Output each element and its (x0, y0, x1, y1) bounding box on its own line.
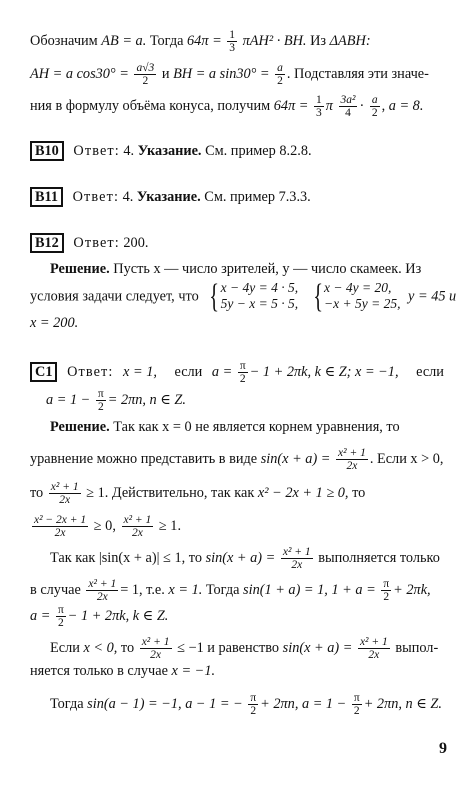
fraction: $\frac{a}{2}$ (277, 62, 283, 87)
text-line: a = 1 − $\frac{\pi}{2}$ = 2πn, n ∈ Z. (46, 388, 186, 413)
fraction: $\frac{\text{x² + 1}}{2x}$ (123, 514, 152, 539)
fraction: $\frac{1}{3}$ (316, 94, 322, 119)
problem-tag: C1 (30, 362, 57, 382)
text-line: AH = a cos30° = $\frac{a√3}{2}$ и BH = a sin30° = $\frac{a}{2}$ . Подставляя эти значе- (30, 62, 429, 87)
text-line: уравнение можно представить в виде sin(x + a) = $\frac{\text{x² + 1}}{2x}$ . Если x > 0, (30, 447, 444, 472)
equation-system: { x − 4y = 20, −x + 5y = 25, (312, 278, 401, 315)
fraction: $\frac{\text{3a²}}{4}$ (340, 94, 356, 119)
text-line: Решение. Так как x = 0 не является корнем уравнения, то (50, 419, 400, 435)
fraction: $\frac{\pi}{2}$ (383, 578, 390, 603)
fraction: $\frac{a√3}{2}$ (136, 62, 155, 87)
text-line: Тогда sin(a − 1) = −1, a − 1 = − $\frac{\pi}{2}$ + 2πn, a = 1 − $\frac{\pi}{2}$ + 2πn, n ∈ Z. (50, 692, 442, 717)
text-line: то $\frac{\text{x² + 1}}{2x}$ ≥ 1. Действительно, так как x² − 2x + 1 ≥ 0, то (30, 481, 366, 506)
text-line: Обозначим AB = a. Тогда 64π = $\frac{1}{3}$ πAH² · BH. Из ΔABH: (30, 29, 371, 54)
fraction: $\frac{\pi}{2}$ (250, 692, 257, 717)
text-line: условия задачи следует, что { x − 4y = 4 · 5, 5y − x = 5 · 5, { x − 4y = 20, −x + 5y = 25, y = 45 и (30, 278, 457, 315)
problem-tag: B10 (30, 141, 64, 161)
fraction: $\frac{\pi}{2}$ (57, 604, 64, 629)
equation-system: { x − 4y = 4 · 5, 5y − x = 5 · 5, (209, 278, 299, 315)
page-number: 9 (439, 740, 447, 757)
problem-tag: B12 (30, 233, 64, 253)
fraction: $\frac{\pi}{2}$ (97, 388, 104, 413)
text-line: няется только в случае x = −1. (30, 663, 216, 679)
problem-tag: B11 (30, 187, 63, 207)
text-line: $\frac{\text{x² − 2x + 1}}{2x}$ ≥ 0, $\frac{\text{x² + 1}}{2x}$ ≥ 1. (34, 514, 182, 539)
fraction: $\frac{\text{x² + 1}}{2x}$ (88, 578, 117, 603)
fraction: $\frac{\text{x² + 1}}{2x}$ (282, 546, 311, 571)
fraction: $\frac{\pi}{2}$ (239, 360, 246, 385)
text-line: a = $\frac{\pi}{2}$ − 1 + 2πk, k ∈ Z. (30, 604, 169, 629)
text-line: Так как |sin(x + a)| ≤ 1, то sin(x + a) = $\frac{\text{x² + 1}}{2x}$ выполняется только (50, 546, 440, 571)
fraction: $\frac{\text{x² − 2x + 1}}{2x}$ (34, 514, 87, 539)
fraction: $\frac{1}{3}$ (229, 29, 236, 54)
fraction: $\frac{\text{x² + 1}}{2x}$ (141, 636, 170, 661)
answer-b10: B10 Ответ: 4. Указание. См. пример 8.2.8. (30, 141, 453, 161)
text-line: ния в формулу объёма конуса, получим 64π = $\frac{1}{3}$ π $\frac{\text{3a²}}{4}$ · $\frac{a}{2}$ , a = 8. (30, 94, 424, 119)
fraction: $\frac{\text{x² + 1}}{2x}$ (359, 636, 388, 661)
fraction: $\frac{\text{x² + 1}}{2x}$ (338, 447, 366, 472)
answer-c1: C1 Ответ: x = 1, если a = $\frac{\pi}{2}$ − 1 + 2πk, k ∈ Z; x = −1, если (30, 360, 453, 385)
fraction: $\frac{\pi}{2}$ (353, 692, 360, 717)
fraction: $\frac{\text{x² + 1}}{2x}$ (50, 481, 79, 506)
fraction: $\frac{a}{2}$ (371, 94, 378, 119)
text-line: Если x < 0, то $\frac{\text{x² + 1}}{2x}$ ≤ −1 и равенство sin(x + a) = $\frac{\text{x² + 1}}{2x}$ выпол- (50, 636, 439, 661)
text-line: x = 200. (30, 315, 79, 331)
text-line: в случае $\frac{\text{x² + 1}}{2x}$ = 1, т.е. x = 1. Тогда sin(1 + a) = 1, 1 + a = $\frac{\pi}{2}$ + 2πk, (30, 578, 431, 603)
text-line: Решение. Пусть x — число зрителей, y — число скамеек. Из (50, 261, 422, 277)
answer-b11: B11 Ответ: 4. Указание. См. пример 7.3.3. (30, 187, 453, 207)
answer-b12: B12 Ответ: 200. (30, 233, 453, 253)
